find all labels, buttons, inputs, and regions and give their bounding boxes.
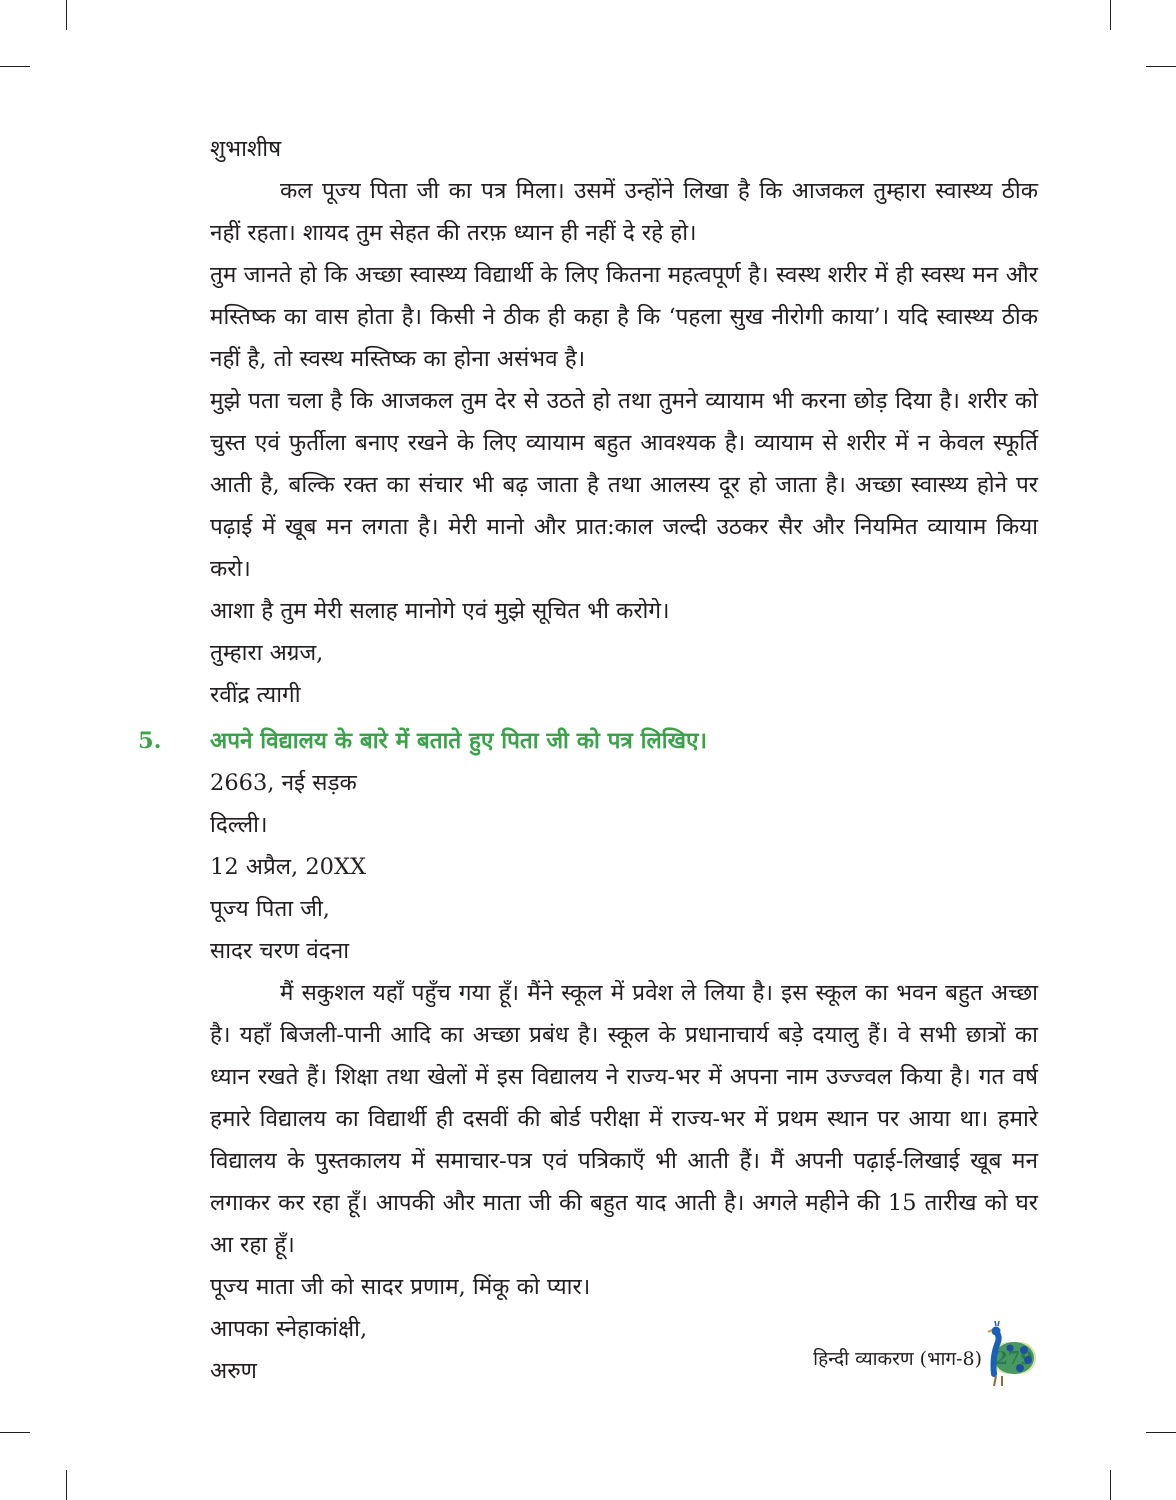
crop-mark [1146,66,1176,67]
letter1-paragraph-2: तुम जानते हो कि अच्छा स्वास्थ्य विद्यार्थी के लिए कितना महत्वपूर्ण है। स्वस्थ शरीर में ही स्वस्थ मन और मस्तिष्क का वास होता है। किसी ने ठीक ही कहा है कि ‘पहला सुख नीरोगी काया’। यदि स्वास्थ्य ठीक नहीं है, तो स्वस्थ मस्तिष्क का होना असंभव है। [210,262,1038,372]
question-text: अपने विद्यालय के बारे में बताते हुए पिता जी को पत्र लिखिए। [210,728,707,754]
crop-mark [0,1432,30,1433]
crop-mark [66,1470,67,1500]
letter2-signature: अरुण [210,1358,257,1384]
letter2-body: मैं सकुशल यहाँ पहुँच गया हूँ। मैंने स्कूल में प्रवेश ले लिया है। इस स्कूल का भवन बहुत अच्छा है। यहाँ बिजली-पानी आदि का अच्छा प्रबंध है। स्कूल के प्रधानाचार्य बड़े दयालु हैं। वे सभी छात्रों का ध्यान रखते हैं। शिक्षा तथा खेलों में इस विद्यालय ने राज्य-भर में अपना नाम उज्ज्वल किया है। गत वर्ष हमारे विद्यालय का विद्यार्थी ही दसवीं की बोर्ड परीक्षा में राज्य-भर में प्रथम स्थान पर आया था। हमारे विद्यालय के पुस्तकालय में समाचार-पत्र एवं पत्रिकाएँ भी आती हैं। मैं अपनी पढ़ाई-लिखाई खूब मन लगाकर कर रहा हूँ। आपकी और माता जी की बहुत याद आती है। अगले महीने की 15 तारीख को घर आ रहा हूँ। [210,980,1038,1258]
letter2-address-line2: दिल्ली। [210,812,268,838]
letter2-regards: पूज्य माता जी को सादर प्रणाम, मिंकू को प्यार। [210,1274,591,1300]
letter2-address-line1: 2663, नई सड़क [210,770,357,796]
peacock-icon [980,1318,1036,1390]
letter1-greeting: शुभाशीष [210,136,282,162]
book-title: हिन्दी व्याकरण (भाग-8) [813,1348,982,1370]
page-content [138,128,1038,1392]
crop-mark [1110,1470,1111,1500]
letter1-paragraph-1: कल पूज्य पिता जी का पत्र मिला। उसमें उन्होंने लिखा है कि आजकल तुम्हारा स्वास्थ्य ठीक नहीं रहता। शायद तुम सेहत की तरफ़ ध्यान ही नहीं दे रहे हो। [210,178,1038,246]
letter1-signature: रवींद्र त्यागी [210,682,301,708]
letter1-paragraph-4: आशा है तुम मेरी सलाह मानोगे एवं मुझे सूचित भी करोगे। [210,598,670,624]
letter2-date: 12 अप्रैल, 20XX [210,854,367,880]
crop-mark [1110,0,1111,30]
letter1-paragraph-3: मुझे पता चला है कि आजकल तुम देर से उठते हो तथा तुमने व्यायाम भी करना छोड़ दिया है। शरीर को चुस्त एवं फुर्तीला बनाए रखने के लिए व्यायाम बहुत आवश्यक है। व्यायाम से शरीर में न केवल स्फूर्ति आती है, बल्कि रक्त का संचार भी बढ़ जाता है तथा आलस्य दूर हो जाता है। अच्छा स्वास्थ्य होने पर पढ़ाई में खूब मन लगता है। मेरी मानो और प्रात:काल जल्दी उठकर सैर और नियमित व्यायाम किया करो। [210,388,1038,582]
letter2-salutation: पूज्य पिता जी, [210,896,330,922]
crop-mark [1146,1432,1176,1433]
question-number: 5. [138,728,162,754]
letter2-greeting: सादर चरण वंदना [210,938,350,964]
letter1-closing: तुम्हारा अग्रज, [210,640,324,666]
question-heading [138,720,1038,762]
crop-mark [0,66,30,67]
crop-mark [66,0,67,30]
letter2-closing: आपका स्नेहाकांक्षी, [210,1316,368,1342]
